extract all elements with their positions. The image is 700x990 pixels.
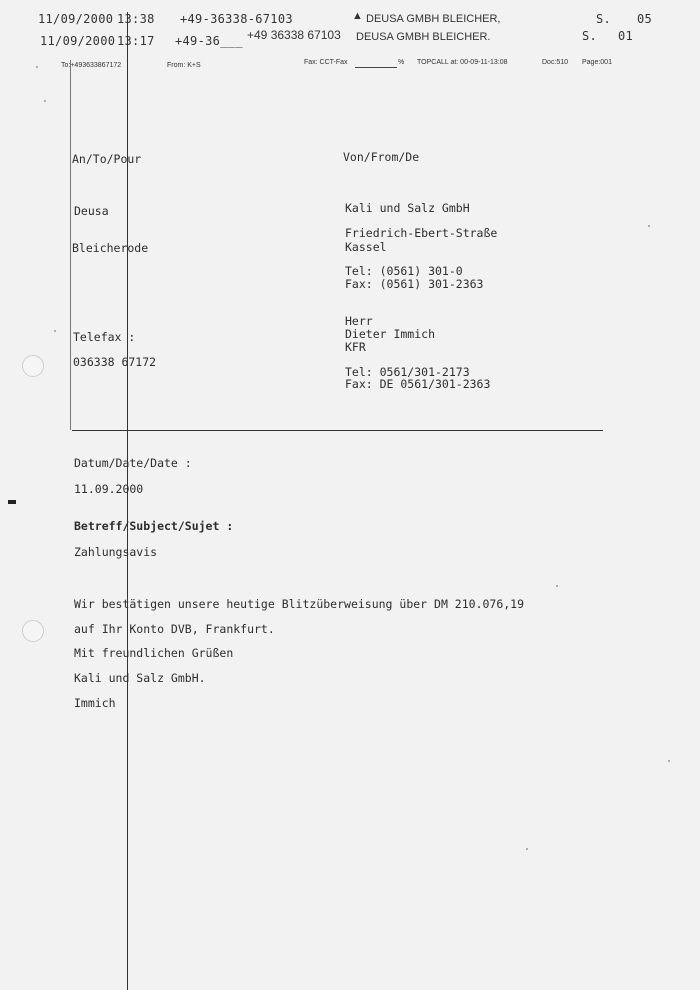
recipient-fax-label: Telefax : — [73, 330, 136, 344]
header2-date: 11/09/2000 — [40, 34, 116, 48]
header2-page-label: S. — [582, 29, 598, 43]
header1-sender: DEUSA GMBH BLEICHER, — [366, 13, 501, 25]
date-value: 11.09.2000 — [74, 482, 144, 496]
body-line-2: auf Ihr Konto DVB, Frankfurt. — [74, 622, 275, 636]
recipient-label: An/To/Pour — [72, 152, 142, 166]
sender-salutation: Herr — [345, 314, 373, 328]
closing-company: Kali und Salz GmbH. — [74, 671, 206, 685]
recipient-city: Bleicherode — [72, 241, 149, 255]
punch-hole-bottom — [22, 620, 44, 642]
scan-dot — [668, 760, 670, 762]
subject-label: Betreff/Subject/Sujet : — [74, 519, 234, 533]
header1-marker: ▲ — [352, 10, 363, 22]
date-label: Datum/Date/Date : — [74, 456, 192, 470]
fax-type-underline — [355, 67, 397, 68]
header1-date: 11/09/2000 — [38, 12, 114, 26]
sender-person: Dieter Immich — [345, 327, 436, 341]
punch-hole-top — [22, 355, 44, 377]
scan-mark — [8, 500, 16, 504]
sender-label: Von/From/De — [343, 150, 420, 164]
scan-dot — [648, 225, 650, 227]
sender-company: Kali und Salz GmbH — [345, 201, 470, 215]
scan-dot — [36, 66, 38, 68]
sender-city: Kassel — [345, 240, 387, 254]
scan-dot — [556, 585, 558, 587]
recipient-fax-number: 036338 67172 — [73, 355, 157, 369]
transmission-topcall: TOPCALL at: 00-09-11-13:08 — [417, 59, 508, 66]
header1-fax-number: +49-36338-67103 — [180, 12, 293, 26]
recipient-company: Deusa — [74, 204, 109, 218]
transmission-percent: % — [398, 59, 405, 66]
header2-time: 13:17 — [117, 34, 155, 48]
transmission-page: Page:001 — [582, 59, 612, 66]
header2-fax-number: +49-36___ — [175, 34, 243, 48]
header2-sender: DEUSA GMBH BLEICHER. — [356, 31, 491, 43]
sender-person-tel: Tel: 0561/301-2173 — [345, 365, 470, 379]
header1-page-label: S. — [596, 12, 612, 26]
body-line-1: Wir bestätigen unsere heutige Blitzüberweisung über DM 210.076,19 — [74, 597, 525, 611]
scan-dot — [526, 848, 528, 850]
scan-dot — [44, 100, 46, 102]
header2-page-number: 01 — [618, 29, 634, 43]
sender-person-fax: Fax: DE 0561/301-2363 — [345, 377, 491, 391]
transmission-doc: Doc:510 — [542, 59, 569, 66]
sender-tel: Tel: (0561) 301-0 — [345, 264, 463, 278]
transmission-from: From: K+S — [167, 62, 201, 69]
transmission-fax-type: Fax: CCT-Fax — [304, 59, 348, 66]
transmission-to: To:+493633867172 — [61, 62, 122, 69]
divider-line — [72, 430, 603, 431]
sender-department: KFR — [345, 340, 366, 354]
header1-time: 13:38 — [117, 12, 155, 26]
margin-line — [70, 60, 71, 430]
sender-street: Friedrich-Ebert-Straße — [345, 226, 498, 240]
sender-fax: Fax: (0561) 301-2363 — [345, 277, 484, 291]
signature: Immich — [74, 696, 116, 710]
subject-value: Zahlungsavis — [74, 545, 158, 559]
header1-page-number: 05 — [637, 12, 653, 26]
closing-greeting: Mit freundlichen Grüßen — [74, 646, 234, 660]
header2-fax-number-overprint: +49 36338 67103 — [247, 28, 341, 42]
scan-dot — [54, 330, 56, 332]
